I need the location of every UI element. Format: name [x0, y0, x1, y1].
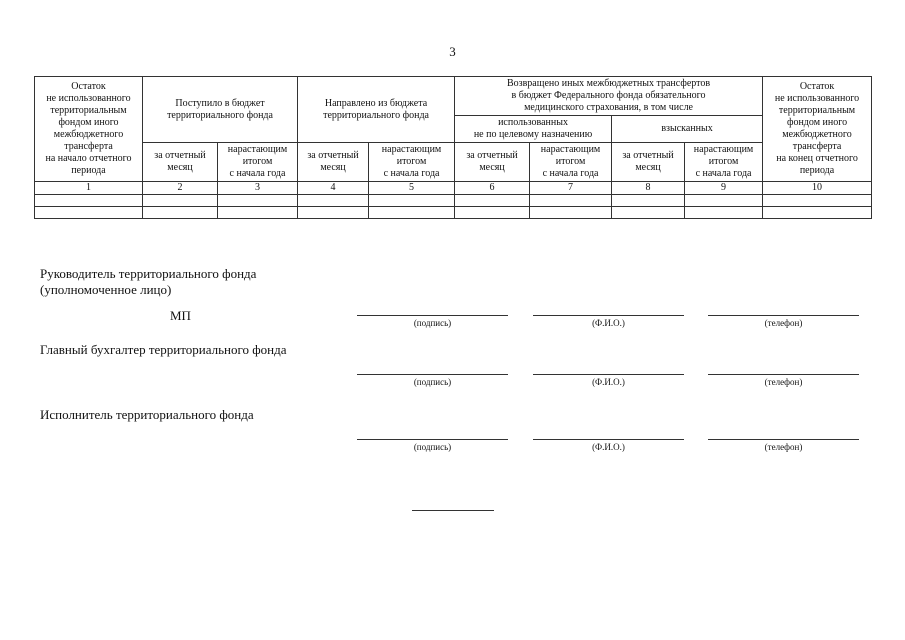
- phone-caption: (телефон): [764, 377, 803, 387]
- header-month: за отчетный месяц: [298, 143, 369, 182]
- table-cell[interactable]: [612, 207, 685, 219]
- column-number: 1: [35, 182, 143, 195]
- table-cell[interactable]: [218, 195, 298, 207]
- head-label: Руководитель территориального фонда (уполномоченное лицо): [40, 266, 257, 297]
- table-cell[interactable]: [369, 195, 455, 207]
- table-cell[interactable]: [143, 195, 218, 207]
- executor-label: Исполнитель территориального фонда: [40, 407, 254, 422]
- executor-signature-line[interactable]: [357, 439, 508, 440]
- column-number: 9: [685, 182, 763, 195]
- executor-name-line[interactable]: [533, 439, 684, 440]
- accountant-phone-line[interactable]: [708, 374, 859, 375]
- table-cell[interactable]: [35, 207, 143, 219]
- header-sent: Направлено из бюджета территориального фонда: [298, 77, 455, 143]
- column-number: 4: [298, 182, 369, 195]
- name-caption: (Ф.И.О.): [592, 377, 625, 387]
- header-balance-end: Остаток не использованного территориальным фондом иного межбюджетного трансферта на конец отчетного периода: [763, 77, 872, 182]
- page-number: 3: [449, 44, 456, 59]
- column-number: 2: [143, 182, 218, 195]
- signature-caption: (подпись): [413, 377, 452, 387]
- head-signature-line[interactable]: [357, 315, 508, 316]
- column-number: 5: [369, 182, 455, 195]
- phone-caption: (телефон): [764, 442, 803, 452]
- table-cell[interactable]: [218, 207, 298, 219]
- accountant-label: Главный бухгалтер территориального фонда: [40, 342, 287, 357]
- table-cell[interactable]: [35, 195, 143, 207]
- header-month: за отчетный месяц: [455, 143, 530, 182]
- header-received: Поступило в бюджет территориального фонда: [143, 77, 298, 143]
- table-cell[interactable]: [530, 207, 612, 219]
- head-name-line[interactable]: [533, 315, 684, 316]
- stamp-place: МП: [170, 308, 191, 323]
- table-cell[interactable]: [685, 207, 763, 219]
- report-table: [34, 76, 872, 219]
- header-cumulative: нарастающим итогом с начала года: [530, 143, 612, 182]
- column-number: 6: [455, 182, 530, 195]
- executor-phone-line[interactable]: [708, 439, 859, 440]
- header-month: за отчетный месяц: [143, 143, 218, 182]
- accountant-signature-line[interactable]: [357, 374, 508, 375]
- table-cell[interactable]: [369, 207, 455, 219]
- column-number: 8: [612, 182, 685, 195]
- table-cell[interactable]: [143, 207, 218, 219]
- header-balance-start: Остаток не использованного территориальным фондом иного межбюджетного трансферта на начало отчетного периода: [35, 77, 143, 182]
- table-cell[interactable]: [455, 195, 530, 207]
- table-cell[interactable]: [530, 195, 612, 207]
- header-recovered: взысканных: [612, 116, 763, 143]
- accountant-name-line[interactable]: [533, 374, 684, 375]
- table-cell[interactable]: [298, 207, 369, 219]
- table-cell[interactable]: [455, 207, 530, 219]
- column-numbers-row: [35, 182, 872, 195]
- table-cell[interactable]: [298, 195, 369, 207]
- column-number: 3: [218, 182, 298, 195]
- header-cumulative: нарастающим итогом с начала года: [369, 143, 455, 182]
- header-cumulative: нарастающим итогом с начала года: [685, 143, 763, 182]
- document-end-rule: [412, 510, 494, 511]
- head-phone-line[interactable]: [708, 315, 859, 316]
- header-cumulative: нарастающим итогом с начала года: [218, 143, 298, 182]
- signature-caption: (подпись): [413, 442, 452, 452]
- phone-caption: (телефон): [764, 318, 803, 328]
- name-caption: (Ф.И.О.): [592, 318, 625, 328]
- header-returned: Возвращено иных межбюджетных трансфертов в бюджет Федерального фонда обязательного медицинского страхования, в том числе: [455, 77, 763, 116]
- column-number: 7: [530, 182, 612, 195]
- table-row: [35, 207, 872, 219]
- header-misused: использованных не по целевому назначению: [455, 116, 612, 143]
- table-row: [35, 195, 872, 207]
- table-cell[interactable]: [612, 195, 685, 207]
- column-number: 10: [763, 182, 872, 195]
- signature-caption: (подпись): [413, 318, 452, 328]
- table-cell[interactable]: [763, 207, 872, 219]
- header-month: за отчетный месяц: [612, 143, 685, 182]
- table-cell[interactable]: [763, 195, 872, 207]
- name-caption: (Ф.И.О.): [592, 442, 625, 452]
- table-cell[interactable]: [685, 195, 763, 207]
